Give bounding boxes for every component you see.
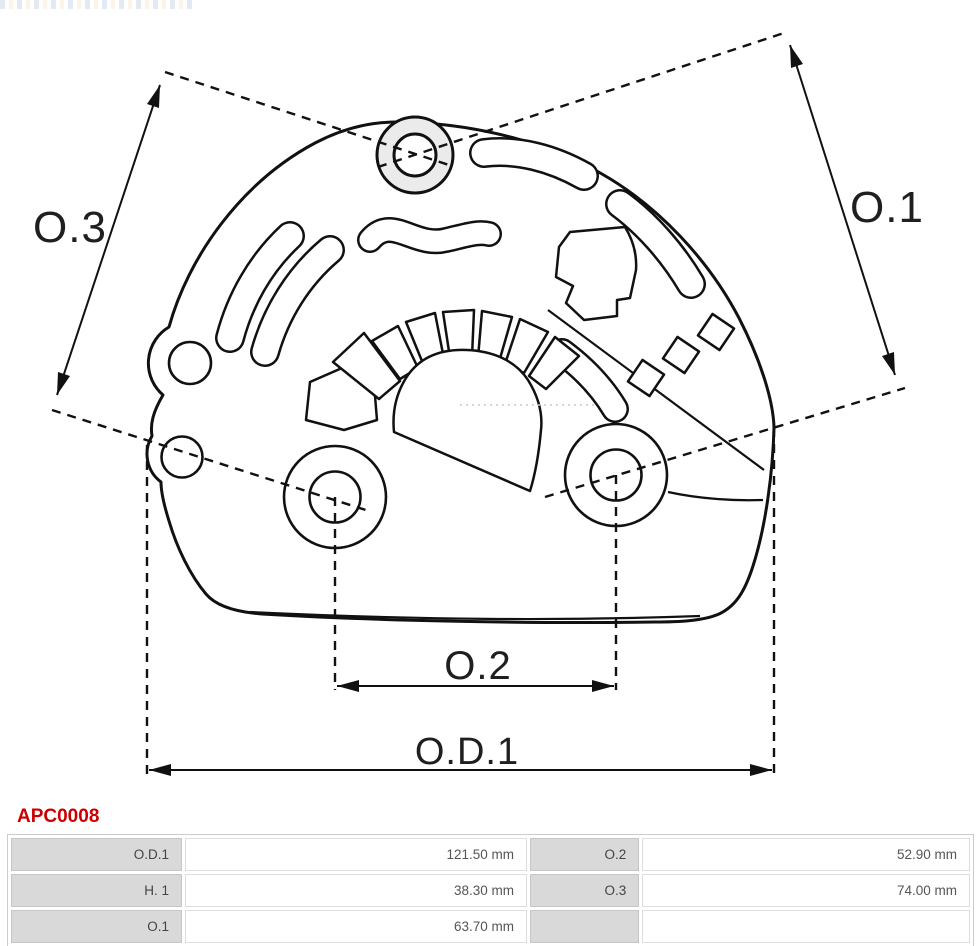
spec-value-cell: 38.30 mm	[185, 874, 527, 907]
side-hole-upper	[169, 342, 211, 384]
spec-value-cell: 63.70 mm	[185, 910, 527, 943]
spec-label-cell: O.2	[530, 838, 639, 871]
spec-table	[7, 834, 974, 946]
dimension-label-o1: O.1	[850, 183, 924, 232]
spec-value-cell: 121.50 mm	[185, 838, 527, 871]
spec-value-cell: 52.90 mm	[642, 838, 970, 871]
spec-label-cell: H. 1	[11, 874, 182, 907]
spec-label-cell	[530, 910, 639, 943]
spec-row	[11, 838, 970, 871]
dimension-label-o3: O.3	[33, 203, 107, 252]
spec-label-cell: O.3	[530, 874, 639, 907]
part-number-heading: APC0008	[17, 806, 100, 827]
dimension-label-od1: O.D.1	[414, 731, 520, 773]
spec-value-cell: 74.00 mm	[642, 874, 970, 907]
spec-section	[0, 800, 980, 946]
spec-label-cell: O.D.1	[11, 838, 182, 871]
dimension-label-o2: O.2	[444, 644, 512, 688]
spec-label-cell: O.1	[11, 910, 182, 943]
spec-value-cell	[642, 910, 970, 943]
spec-row	[11, 910, 970, 943]
spec-row	[11, 874, 970, 907]
